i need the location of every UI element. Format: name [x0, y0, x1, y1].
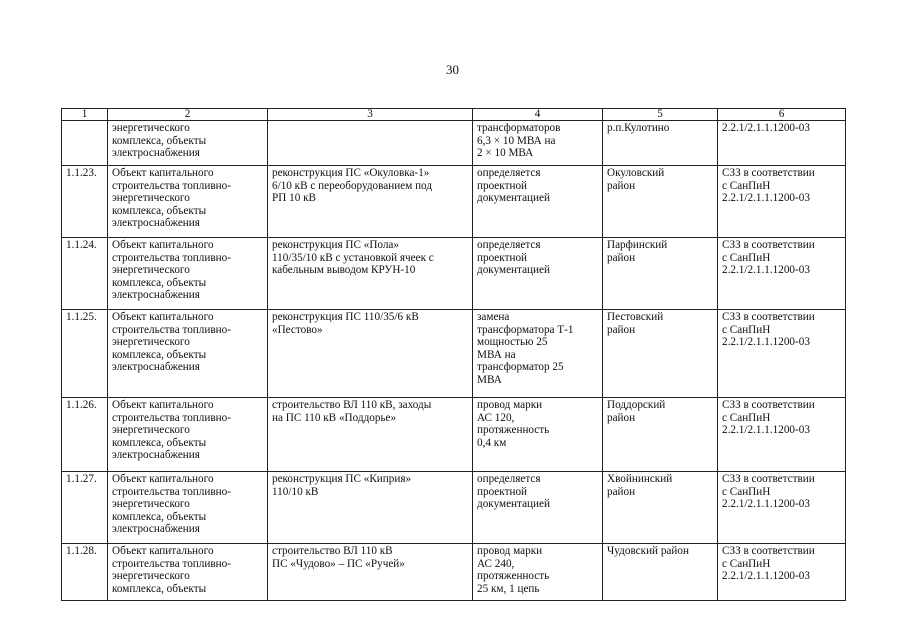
object-cell [108, 544, 268, 601]
zone-text: СЗЗ в соответствии с СанПиН 2.2.1/2.1.1.1200-03 [722, 167, 815, 204]
parameters-cell [473, 398, 603, 472]
column-header: 5 [603, 109, 718, 121]
location-text: Поддорский район [607, 399, 666, 424]
objects-table [61, 108, 846, 601]
parameters-text: замена трансформатора Т-1 мощностью 25 МВА на трансформатор 25 МВА [477, 311, 574, 386]
object-text: Объект капитального строительства топливно- энергетического комплекса, объекты электроснабжения [112, 311, 231, 373]
column-header: 6 [718, 109, 846, 121]
row-number [62, 121, 108, 166]
zone-text: 2.2.1/2.1.1.1200-03 [722, 122, 810, 134]
location-text: Чудовский район [607, 545, 689, 557]
table-row [62, 472, 846, 544]
row-number [62, 310, 108, 398]
location-cell [603, 166, 718, 238]
zone-cell [718, 238, 846, 310]
table-row [62, 238, 846, 310]
zone-cell [718, 310, 846, 398]
table-row [62, 544, 846, 601]
description-cell [268, 544, 473, 601]
parameters-text: определяется проектной документацией [477, 167, 550, 204]
zone-cell [718, 398, 846, 472]
description-text: строительство ВЛ 110 кВ, заходы на ПС 110 кВ «Поддорье» [272, 399, 432, 424]
location-cell [603, 472, 718, 544]
location-cell [603, 121, 718, 166]
table-row [62, 398, 846, 472]
zone-text: СЗЗ в соответствии с СанПиН 2.2.1/2.1.1.1200-03 [722, 311, 815, 348]
description-cell [268, 398, 473, 472]
parameters-cell [473, 472, 603, 544]
column-header: 4 [473, 109, 603, 121]
parameters-text: определяется проектной документацией [477, 473, 550, 510]
description-cell [268, 238, 473, 310]
row-number-text: 1.1.23. [66, 167, 97, 179]
description-text: реконструкция ПС «Киприя» 110/10 кВ [272, 473, 412, 498]
zone-text: СЗЗ в соответствии с СанПиН 2.2.1/2.1.1.1200-03 [722, 545, 815, 582]
location-cell [603, 398, 718, 472]
parameters-text: определяется проектной документацией [477, 239, 550, 276]
parameters-cell [473, 544, 603, 601]
zone-cell [718, 166, 846, 238]
row-number [62, 398, 108, 472]
description-text: строительство ВЛ 110 кВ ПС «Чудово» – ПС «Ручей» [272, 545, 405, 570]
parameters-cell [473, 310, 603, 398]
table-row [62, 166, 846, 238]
parameters-text: трансформаторов 6,3 × 10 МВА на 2 × 10 МВА [477, 122, 561, 159]
column-header: 2 [108, 109, 268, 121]
zone-text: СЗЗ в соответствии с СанПиН 2.2.1/2.1.1.1200-03 [722, 473, 815, 510]
page-number: 30 [446, 62, 459, 77]
location-cell [603, 310, 718, 398]
object-text: Объект капитального строительства топливно- энергетического комплекса, объекты электроснабжения [112, 167, 231, 229]
object-cell [108, 238, 268, 310]
parameters-cell [473, 166, 603, 238]
table-row [62, 121, 846, 166]
description-cell [268, 121, 473, 166]
column-header: 3 [268, 109, 473, 121]
zone-cell [718, 544, 846, 601]
description-cell [268, 166, 473, 238]
table-row [62, 310, 846, 398]
zone-text: СЗЗ в соответствии с СанПиН 2.2.1/2.1.1.1200-03 [722, 239, 815, 276]
description-cell [268, 472, 473, 544]
parameters-cell [473, 121, 603, 166]
object-cell [108, 398, 268, 472]
description-text: реконструкция ПС «Пола» 110/35/10 кВ с установкой ячеек с кабельным выводом КРУН-10 [272, 239, 434, 276]
location-text: Хвойнинский район [607, 473, 673, 498]
location-text: р.п.Кулотино [607, 122, 670, 134]
zone-cell [718, 121, 846, 166]
location-cell [603, 238, 718, 310]
location-cell [603, 544, 718, 601]
column-header: 1 [62, 109, 108, 121]
object-cell [108, 166, 268, 238]
object-text: Объект капитального строительства топливно- энергетического комплекса, объекты электроснабжения [112, 399, 231, 461]
table-header-row [62, 109, 846, 121]
row-number [62, 472, 108, 544]
row-number [62, 238, 108, 310]
object-text: Объект капитального строительства топливно- энергетического комплекса, объекты электроснабжения [112, 239, 231, 301]
zone-text: СЗЗ в соответствии с СанПиН 2.2.1/2.1.1.1200-03 [722, 399, 815, 436]
row-number-text: 1.1.27. [66, 473, 97, 485]
description-cell [268, 310, 473, 398]
parameters-cell [473, 238, 603, 310]
description-text: реконструкция ПС 110/35/6 кВ «Пестово» [272, 311, 419, 336]
location-text: Пестовский район [607, 311, 664, 336]
object-text: энергетического комплекса, объекты электроснабжения [112, 122, 207, 159]
object-text: Объект капитального строительства топливно- энергетического комплекса, объекты [112, 545, 231, 595]
object-cell [108, 121, 268, 166]
row-number-text: 1.1.28. [66, 545, 97, 557]
row-number-text: 1.1.25. [66, 311, 97, 323]
description-text: реконструкция ПС «Окуловка-1» 6/10 кВ с переоборудованием под РП 10 кВ [272, 167, 433, 204]
zone-cell [718, 472, 846, 544]
object-cell [108, 310, 268, 398]
parameters-text: провод марки АС 120, протяженность 0,4 км [477, 399, 550, 449]
row-number-text: 1.1.26. [66, 399, 97, 411]
location-text: Окуловский район [607, 167, 665, 192]
object-text: Объект капитального строительства топливно- энергетического комплекса, объекты электроснабжения [112, 473, 231, 535]
row-number [62, 544, 108, 601]
location-text: Парфинский район [607, 239, 668, 264]
row-number-text: 1.1.24. [66, 239, 97, 251]
row-number [62, 166, 108, 238]
object-cell [108, 472, 268, 544]
parameters-text: провод марки АС 240, протяженность 25 км, 1 цепь [477, 545, 550, 595]
